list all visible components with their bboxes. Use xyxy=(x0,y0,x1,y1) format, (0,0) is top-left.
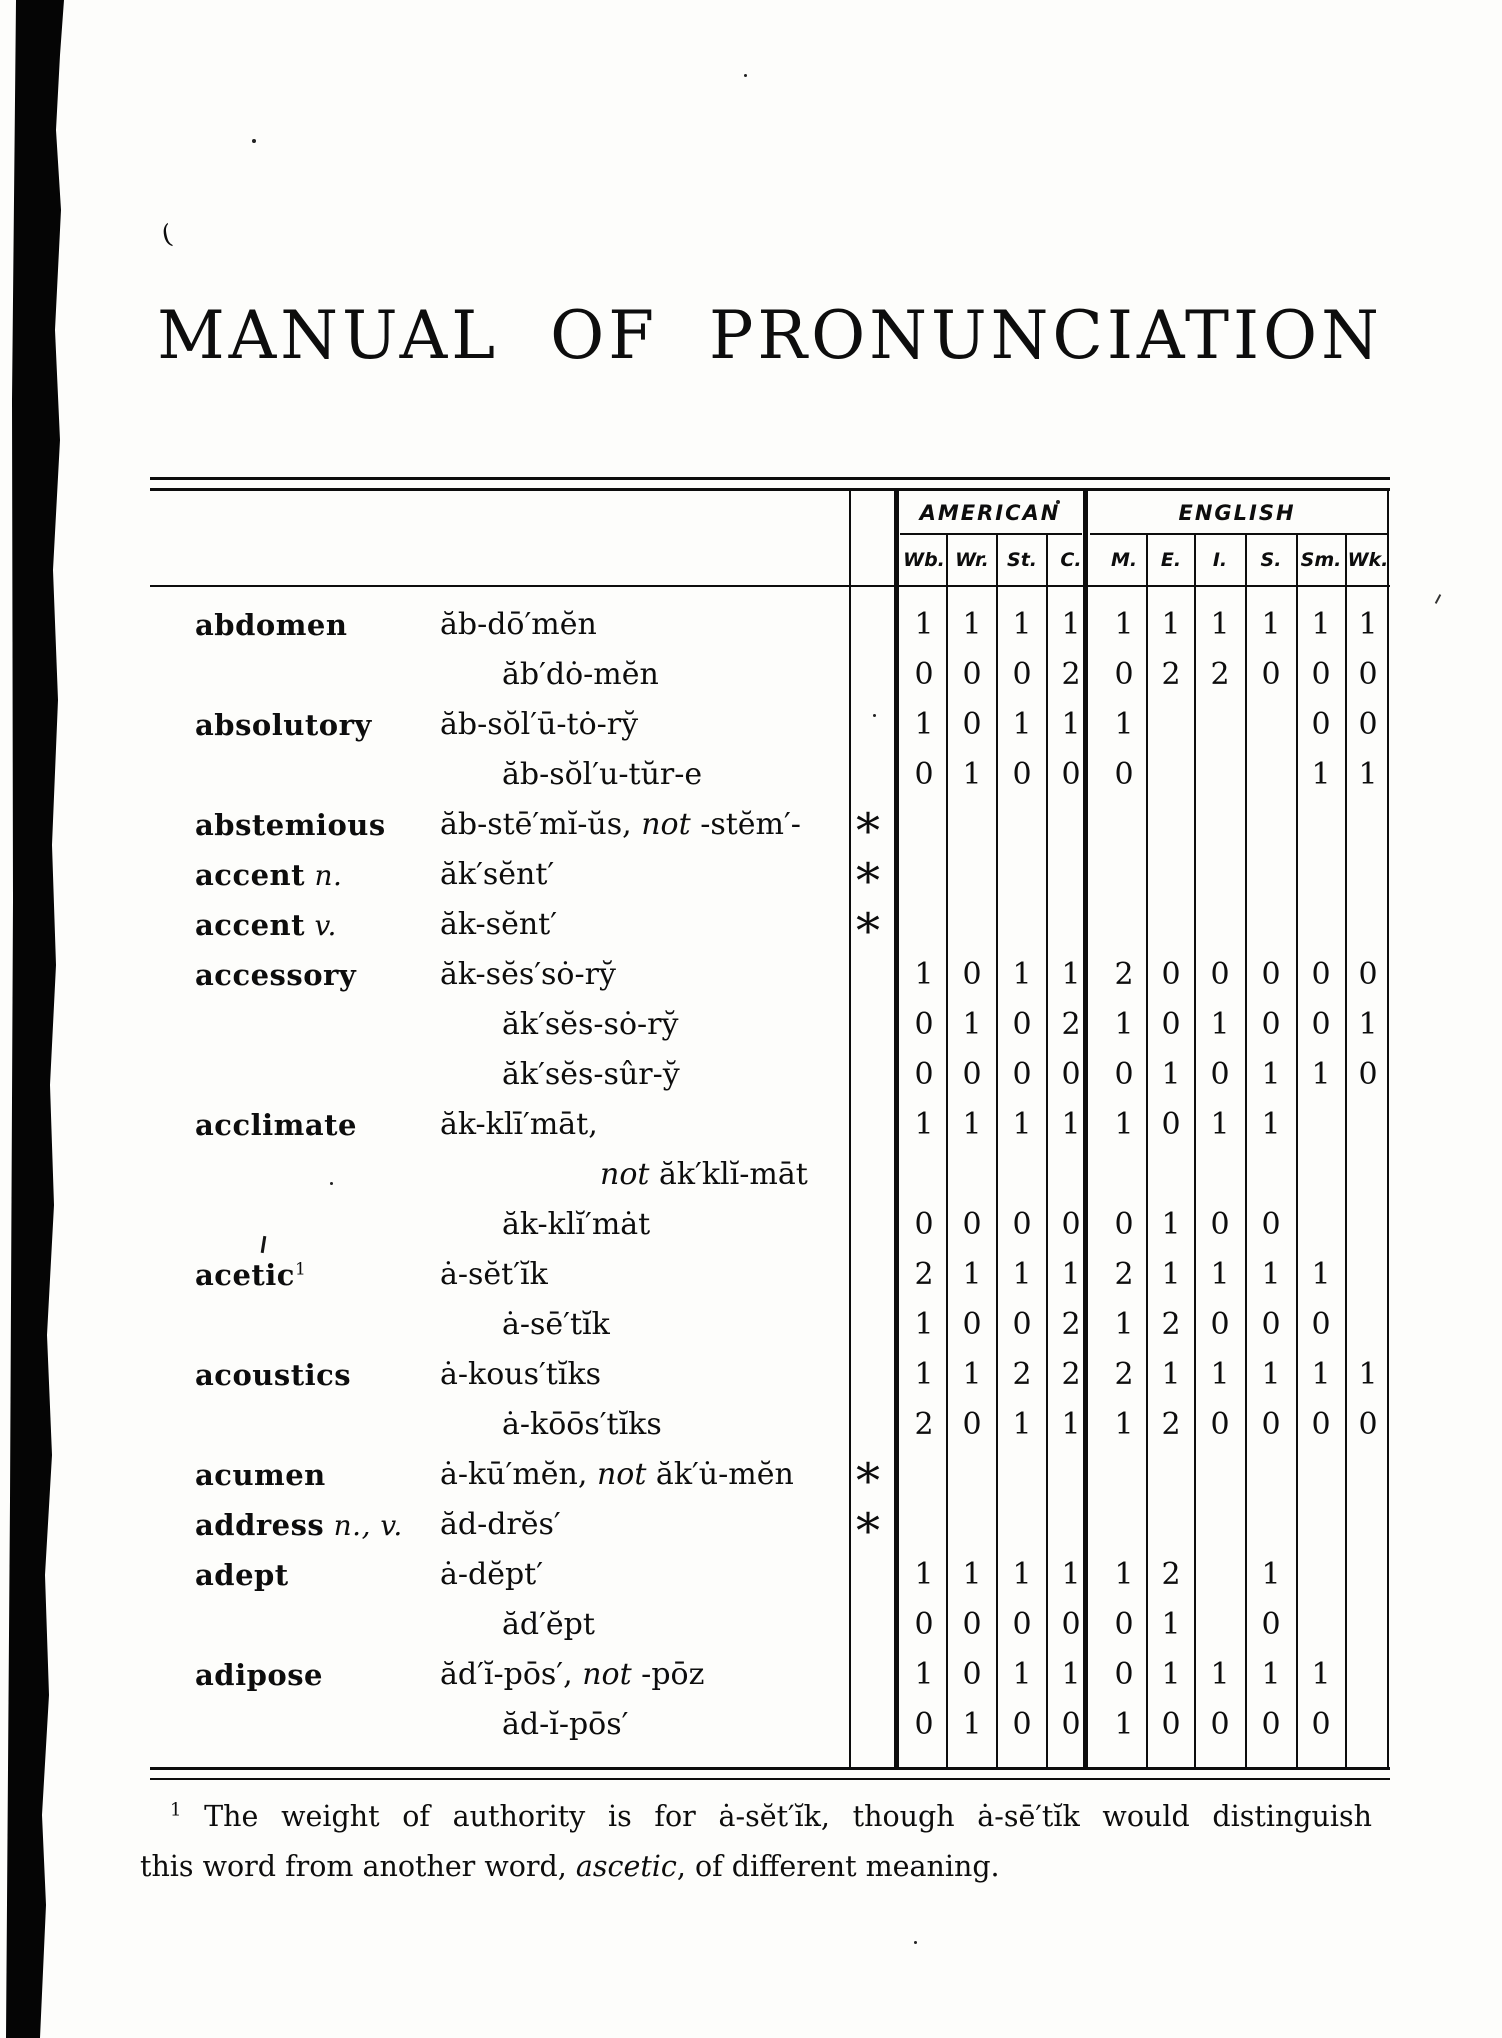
authority-value: 1 xyxy=(1161,1207,1181,1242)
authority-value: 1 xyxy=(1261,1357,1281,1392)
authority-value: 1 xyxy=(1261,1657,1281,1692)
pronunciation-text: ăd-drĕs′ xyxy=(440,1507,561,1542)
pronunciation-text: ăb′dȯ-mĕn xyxy=(502,657,659,692)
authority-value: 0 xyxy=(1261,1307,1281,1342)
authority-value: 0 xyxy=(1261,1707,1281,1742)
authority-value: 0 xyxy=(1261,657,1281,692)
pronunciation-not-note: not xyxy=(600,1157,650,1192)
table-row xyxy=(150,800,1390,859)
column-header-i: I. xyxy=(1212,549,1228,571)
authority-value: 0 xyxy=(914,1007,934,1042)
table-row xyxy=(150,1650,1390,1700)
table-row xyxy=(150,1050,1390,1100)
pronunciation xyxy=(440,1650,704,1700)
authority-value: 0 xyxy=(962,1057,982,1092)
authority-value: 0 xyxy=(1012,1007,1032,1042)
authority-value: 0 xyxy=(914,657,934,692)
pronunciation-text: ăb-sŏl′u-tŭr-e xyxy=(502,757,703,792)
authority-value: 0 xyxy=(1261,1007,1281,1042)
page-title: MANUAL OF PRONUNCIATION xyxy=(157,297,1383,374)
group-header-american: AMERICAN xyxy=(919,501,1061,525)
authority-value: 1 xyxy=(1061,1257,1081,1292)
table-row xyxy=(150,1000,1390,1050)
pronunciation-text: ăk′sĕs-sûr-y̆ xyxy=(502,1057,680,1092)
authority-value: 1 xyxy=(1210,607,1230,642)
authority-value: 1 xyxy=(962,1557,982,1592)
authority-value: 0 xyxy=(1210,1057,1230,1092)
table-row xyxy=(150,1300,1390,1350)
table-row xyxy=(150,1500,1390,1559)
pronunciation-text: ăk-klī′māt, xyxy=(440,1107,598,1142)
authority-value: 1 xyxy=(1012,957,1032,992)
pronunciation xyxy=(502,1700,628,1750)
authority-value: 2 xyxy=(1161,1407,1181,1442)
authority-value: 2 xyxy=(1161,1557,1181,1592)
table-row xyxy=(150,900,1390,959)
authority-value: 1 xyxy=(1311,607,1331,642)
authority-value: 1 xyxy=(914,1357,934,1392)
table-row xyxy=(150,1400,1390,1450)
pronunciation xyxy=(440,800,801,850)
authority-value: 2 xyxy=(1061,1357,1081,1392)
column-header-wk: Wk. xyxy=(1347,549,1389,571)
authority-value: 0 xyxy=(1161,1107,1181,1142)
column-header-st: St. xyxy=(1007,549,1037,571)
word-label: abstemious xyxy=(195,808,386,842)
authority-value: 1 xyxy=(1358,1357,1378,1392)
authority-value: 0 xyxy=(1210,957,1230,992)
pronunciation-text: ăb-stē′mĭ-ŭs, xyxy=(440,807,642,842)
footnote-marker: 1 xyxy=(170,1799,182,1821)
authority-value: 2 xyxy=(1114,1257,1134,1292)
authority-value: 0 xyxy=(962,707,982,742)
authority-value: 2 xyxy=(1114,957,1134,992)
pronunciation xyxy=(502,1050,680,1100)
authority-value: 1 xyxy=(1210,1107,1230,1142)
table-row xyxy=(150,1350,1390,1400)
column-header-wb: Wb. xyxy=(903,549,945,571)
authority-value: 2 xyxy=(1061,657,1081,692)
authority-value: 2 xyxy=(914,1407,934,1442)
pronunciation xyxy=(600,1150,808,1200)
rule-top-outer xyxy=(150,477,1390,480)
authority-value: 0 xyxy=(1261,1207,1281,1242)
authority-value: 0 xyxy=(962,1607,982,1642)
authority-value: 1 xyxy=(1061,1657,1081,1692)
scan-border xyxy=(0,0,70,2038)
pronunciation xyxy=(502,1200,650,1250)
authority-value: 0 xyxy=(1210,1307,1230,1342)
word-label: acumen xyxy=(195,1458,326,1492)
authority-value: 0 xyxy=(1358,957,1378,992)
authority-value: 0 xyxy=(1261,1407,1281,1442)
authority-value: 1 xyxy=(914,957,934,992)
ink-speck xyxy=(914,1941,917,1944)
authority-value: 1 xyxy=(1161,1057,1181,1092)
table-row xyxy=(150,700,1390,750)
authority-value: 2 xyxy=(1114,1357,1134,1392)
authority-value: 1 xyxy=(1161,1257,1181,1292)
rule-bottom-inner xyxy=(150,1778,1390,1780)
authority-value: 1 xyxy=(914,607,934,642)
authority-value: 0 xyxy=(1061,1057,1081,1092)
pronunciation-text: ăk′u̇-mĕn xyxy=(646,1457,794,1492)
stray-paren-mark: ( xyxy=(158,219,176,251)
star-mark: * xyxy=(856,903,880,959)
authority-value: 0 xyxy=(1311,1407,1331,1442)
authority-value: 1 xyxy=(962,1707,982,1742)
pronunciation-text: ăb-sŏl′ū-tȯ-ry̆ xyxy=(440,707,639,742)
authority-value: 1 xyxy=(914,1307,934,1342)
pronunciation-not-note: not xyxy=(596,1457,647,1492)
authority-value: 2 xyxy=(1061,1307,1081,1342)
authority-value: 0 xyxy=(1311,1707,1331,1742)
footnote-italic-word: ascetic xyxy=(575,1850,677,1883)
authority-value: 0 xyxy=(1210,1207,1230,1242)
authority-value: 1 xyxy=(1012,1657,1032,1692)
authority-value: 0 xyxy=(1114,1207,1134,1242)
star-mark: * xyxy=(856,853,880,909)
pronunciation-text: ăd′ĕpt xyxy=(502,1607,595,1642)
authority-value: 0 xyxy=(962,1207,982,1242)
authority-value: 1 xyxy=(1012,707,1032,742)
word-grammar-note: n. xyxy=(305,859,343,892)
authority-value: 0 xyxy=(1061,1607,1081,1642)
pronunciation xyxy=(502,1400,662,1450)
footnote-line-2 xyxy=(140,1842,1372,1892)
authority-value: 2 xyxy=(914,1257,934,1292)
authority-value: 1 xyxy=(1012,1557,1032,1592)
authority-value: 0 xyxy=(914,757,934,792)
authority-value: 0 xyxy=(1061,1707,1081,1742)
authority-value: 1 xyxy=(962,757,982,792)
authority-value: 1 xyxy=(1210,1357,1230,1392)
authority-value: 1 xyxy=(1061,957,1081,992)
rule-bottom-outer xyxy=(150,1767,1390,1770)
authority-value: 1 xyxy=(1061,707,1081,742)
ink-speck xyxy=(252,139,256,143)
table-row xyxy=(150,1600,1390,1650)
pronunciation xyxy=(502,1000,678,1050)
authority-value: 1 xyxy=(962,1257,982,1292)
authority-value: 0 xyxy=(1012,657,1032,692)
authority-value: 1 xyxy=(914,707,934,742)
authority-value: 0 xyxy=(1358,1407,1378,1442)
authority-value: 1 xyxy=(1114,1107,1134,1142)
authority-value: 1 xyxy=(1061,1107,1081,1142)
pronunciation-text: -stĕm′- xyxy=(690,807,801,842)
authority-value: 1 xyxy=(1311,1657,1331,1692)
table-row xyxy=(150,1150,1390,1200)
footnote-line-1 xyxy=(140,1792,1372,1842)
table-row xyxy=(150,1250,1390,1300)
pronunciation-text: -pōz xyxy=(631,1657,705,1692)
authority-value: 1 xyxy=(914,1657,934,1692)
authority-value: 1 xyxy=(1161,1657,1181,1692)
word-label: acclimate xyxy=(195,1108,357,1142)
table-row xyxy=(150,950,1390,1000)
authority-value: 1 xyxy=(1261,607,1281,642)
pronunciation xyxy=(502,1300,610,1350)
authority-value: 1 xyxy=(1210,1007,1230,1042)
pronunciation xyxy=(440,700,638,750)
authority-value: 2 xyxy=(1061,1007,1081,1042)
rule-under-headers xyxy=(150,585,1390,587)
authority-value: 0 xyxy=(1012,1307,1032,1342)
stray-tick-mark xyxy=(1435,594,1441,604)
authority-value: 0 xyxy=(1311,707,1331,742)
column-header-c: C. xyxy=(1060,549,1082,571)
word-label: acoustics xyxy=(195,1358,352,1392)
authority-value: 2 xyxy=(1161,1307,1181,1342)
authority-value: 0 xyxy=(962,1307,982,1342)
authority-value: 1 xyxy=(1114,607,1134,642)
authority-value: 1 xyxy=(1210,1257,1230,1292)
authority-value: 1 xyxy=(1061,1407,1081,1442)
pronunciation xyxy=(440,1550,543,1600)
pronunciation-text: ăk-klĭ′mȧt xyxy=(502,1207,651,1242)
word-grammar-note: v. xyxy=(305,909,337,942)
authority-value: 1 xyxy=(1012,607,1032,642)
pronunciation-text: ȧ-sĕt′ĭk xyxy=(440,1257,548,1292)
pronunciation-text: ăk-sĕs′sȯ-ry̆ xyxy=(440,957,616,992)
column-header-wr: Wr. xyxy=(955,549,989,571)
authority-value: 0 xyxy=(914,1607,934,1642)
pronunciation-text: ăk′sĕnt′ xyxy=(440,857,555,892)
pronunciation-text: ȧ-kōōs′tĭks xyxy=(502,1407,662,1442)
authority-value: 1 xyxy=(1012,1107,1032,1142)
pronunciation xyxy=(440,600,597,650)
authority-value: 1 xyxy=(1261,1257,1281,1292)
table-row xyxy=(150,1700,1390,1750)
table-row xyxy=(150,1450,1390,1509)
pronunciation xyxy=(440,1500,561,1550)
word-label: address n., v. xyxy=(195,1508,403,1542)
authority-value: 0 xyxy=(1261,957,1281,992)
pronunciation xyxy=(440,1350,601,1400)
pronunciation xyxy=(440,1450,794,1500)
authority-value: 2 xyxy=(1210,657,1230,692)
column-header-s: S. xyxy=(1260,549,1282,571)
pronunciation xyxy=(440,950,616,1000)
authority-value: 1 xyxy=(1114,1707,1134,1742)
pronunciation-text: ăd′ĭ-pōs′, xyxy=(440,1657,583,1692)
authority-value: 1 xyxy=(1114,1307,1134,1342)
authority-value: 1 xyxy=(1358,757,1378,792)
ink-speck xyxy=(744,74,747,77)
word-grammar-note: n., v. xyxy=(324,1509,403,1542)
authority-value: 2 xyxy=(1012,1357,1032,1392)
authority-value: 0 xyxy=(962,957,982,992)
authority-value: 0 xyxy=(1161,1007,1181,1042)
authority-value: 0 xyxy=(1114,757,1134,792)
pronunciation xyxy=(502,650,659,700)
authority-value: 0 xyxy=(962,657,982,692)
pronunciation-text: ăb-dō′mĕn xyxy=(440,607,597,642)
column-header-sm: Sm. xyxy=(1300,549,1342,571)
authority-value: 1 xyxy=(1161,607,1181,642)
authority-value: 0 xyxy=(1210,1407,1230,1442)
authority-value: 0 xyxy=(962,1407,982,1442)
authority-value: 1 xyxy=(1161,1357,1181,1392)
authority-value: 0 xyxy=(1114,657,1134,692)
authority-value: 1 xyxy=(962,1107,982,1142)
authority-value: 1 xyxy=(1261,1107,1281,1142)
authority-value: 1 xyxy=(1061,607,1081,642)
pronunciation-text: ăd-ĭ-pōs′ xyxy=(502,1707,629,1742)
authority-value: 1 xyxy=(1012,1257,1032,1292)
footnote-text-1: The weight of authority is for ȧ-sĕt′ĭk, though ȧ-sē′tĭk would distinguish xyxy=(181,1800,1372,1833)
authority-value: 1 xyxy=(1114,1407,1134,1442)
star-mark: * xyxy=(856,1453,880,1509)
authority-value: 0 xyxy=(1012,1057,1032,1092)
authority-value: 1 xyxy=(962,1357,982,1392)
star-mark: * xyxy=(856,803,880,859)
footnote xyxy=(140,1792,1372,1892)
pronunciation xyxy=(502,750,702,800)
authority-value: 1 xyxy=(1358,1007,1378,1042)
authority-value: 1 xyxy=(1061,1557,1081,1592)
table-row xyxy=(150,600,1390,650)
authority-value: 1 xyxy=(1311,1257,1331,1292)
authority-value: 0 xyxy=(1358,1057,1378,1092)
pronunciation xyxy=(502,1600,595,1650)
pronunciation xyxy=(440,1250,548,1300)
authority-value: 1 xyxy=(962,1007,982,1042)
pronunciation-text: ăk-sĕnt′ xyxy=(440,907,558,942)
authority-value: 0 xyxy=(1311,657,1331,692)
column-header-e: E. xyxy=(1160,549,1182,571)
authority-value: 0 xyxy=(962,1657,982,1692)
pronunciation xyxy=(440,850,554,900)
word-label: adept xyxy=(195,1558,289,1592)
pronunciation-text: ăk′klĭ-māt xyxy=(649,1157,808,1192)
authority-value: 0 xyxy=(1061,1207,1081,1242)
word-label: accent v. xyxy=(195,908,337,942)
authority-value: 0 xyxy=(1114,1057,1134,1092)
authority-value: 0 xyxy=(1061,757,1081,792)
authority-value: 0 xyxy=(1311,1007,1331,1042)
table-row xyxy=(150,750,1390,800)
word-label: acetic$^1$ xyxy=(195,1258,307,1292)
word-label: abdomen xyxy=(195,608,348,642)
authority-value: 0 xyxy=(1210,1707,1230,1742)
pronunciation-text: ăk′sĕs-sȯ-ry̆ xyxy=(502,1007,679,1042)
authority-value: 1 xyxy=(1114,1557,1134,1592)
authority-value: 1 xyxy=(1261,1057,1281,1092)
authority-value: 0 xyxy=(1012,1207,1032,1242)
authority-value: 1 xyxy=(914,1107,934,1142)
pronunciation-not-note: not xyxy=(641,807,691,842)
pronunciation-text: ȧ-kous′tĭks xyxy=(440,1357,602,1392)
pronunciation-text: ȧ-dĕpt′ xyxy=(440,1557,544,1592)
star-mark: * xyxy=(856,1503,880,1559)
authority-value: 1 xyxy=(1210,1657,1230,1692)
authority-value: 0 xyxy=(1012,757,1032,792)
authority-value: 1 xyxy=(1311,757,1331,792)
authority-value: 0 xyxy=(1161,957,1181,992)
authority-value: 0 xyxy=(914,1057,934,1092)
authority-value: 1 xyxy=(1161,1607,1181,1642)
authority-value: 1 xyxy=(962,607,982,642)
authority-value: 1 xyxy=(1261,1557,1281,1592)
authority-value: 0 xyxy=(1114,1607,1134,1642)
table-row xyxy=(150,650,1390,700)
authority-value: 1 xyxy=(1311,1357,1331,1392)
pronunciation-not-note: not xyxy=(582,1657,632,1692)
authority-value: 0 xyxy=(1261,1607,1281,1642)
footnote-text-2b: , of different meaning. xyxy=(676,1850,1000,1883)
column-header-m: M. xyxy=(1110,549,1138,571)
authority-value: 0 xyxy=(1311,1307,1331,1342)
authority-value: 0 xyxy=(1358,657,1378,692)
table-row xyxy=(150,850,1390,909)
rule-top-inner xyxy=(150,488,1390,491)
table-rows xyxy=(150,600,1390,1750)
group-header-english: ENGLISH xyxy=(1178,501,1296,525)
authority-value: 0 xyxy=(1012,1707,1032,1742)
pronunciation-text: ȧ-sē′tĭk xyxy=(502,1307,610,1342)
table-row xyxy=(150,1100,1390,1150)
authority-value: 1 xyxy=(1358,607,1378,642)
pronunciation xyxy=(440,900,557,950)
authority-value: 0 xyxy=(1311,957,1331,992)
authority-value: 0 xyxy=(1012,1607,1032,1642)
authority-value: 1 xyxy=(1114,707,1134,742)
table-row xyxy=(150,1550,1390,1600)
authority-value: 0 xyxy=(1358,707,1378,742)
authority-value: 2 xyxy=(1161,657,1181,692)
pronunciation xyxy=(440,1100,598,1150)
word-superscript: 1 xyxy=(294,1259,307,1280)
authority-value: 1 xyxy=(914,1557,934,1592)
authority-value: 0 xyxy=(914,1707,934,1742)
authority-value: 0 xyxy=(914,1207,934,1242)
pronunciation-text: ȧ-kū′mĕn, xyxy=(440,1457,597,1492)
word-label: accent n. xyxy=(195,858,343,892)
footnote-text-2a: this word from another word, xyxy=(140,1850,576,1883)
word-label: absolutory xyxy=(195,708,372,742)
authority-value: 0 xyxy=(1114,1657,1134,1692)
table-row xyxy=(150,1200,1390,1250)
word-label: accessory xyxy=(195,958,357,992)
authority-value: 1 xyxy=(1311,1057,1331,1092)
authority-value: 1 xyxy=(1114,1007,1134,1042)
authority-value: 0 xyxy=(1161,1707,1181,1742)
word-label: adipose xyxy=(195,1658,323,1692)
authority-value: 1 xyxy=(1012,1407,1032,1442)
